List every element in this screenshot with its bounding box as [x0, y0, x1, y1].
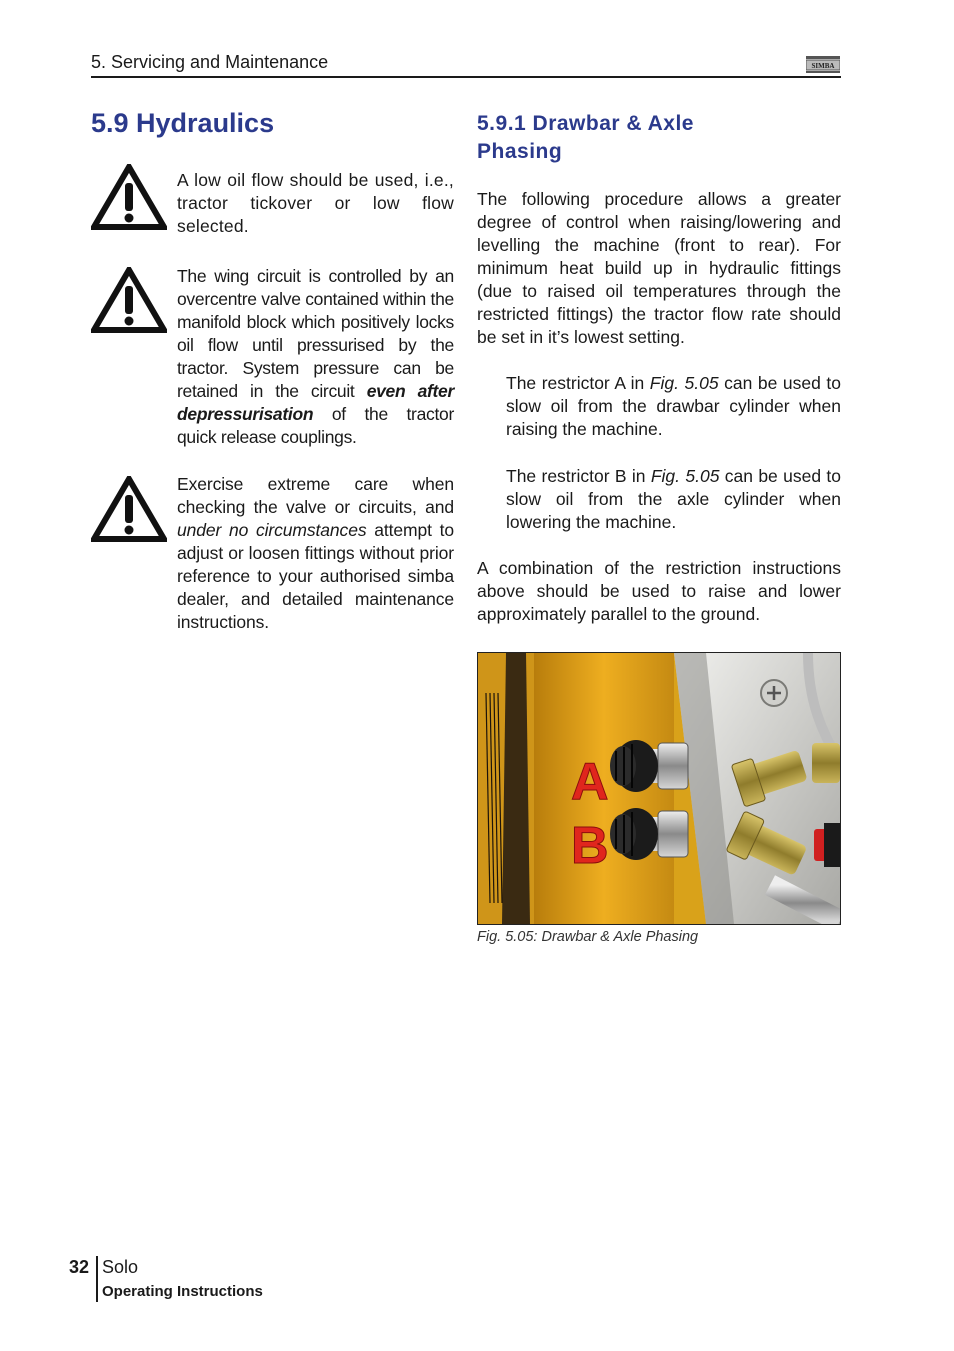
warning-text-3-before: Exercise extreme care when checking the valve or circuits, and: [177, 474, 454, 517]
warning-text-2: [177, 265, 454, 449]
footer-product-name: Solo: [102, 1257, 139, 1277]
subsection-heading: 5.9.1 Drawbar & Axle Phasing: [477, 112, 694, 163]
warning-text-3-emphasis: under no circumstances: [177, 520, 367, 540]
page-number: 32: [69, 1257, 90, 1277]
warning-text-1: A low oil flow should be used, i.e., tractor tickover or low flow selected.: [177, 170, 454, 236]
figure-caption: Fig. 5.05: Drawbar & Axle Phasing: [477, 929, 699, 945]
restrictor-b-before: The restrictor B in: [506, 466, 651, 486]
restrictor-b-paragraph: [506, 465, 841, 534]
warning-text-3-after: attempt to adjust or loosen fittings without prior reference to your authorised simba dealer, and detailed maintenance instructions.: [177, 520, 454, 632]
warning-text-2-before: The wing circuit is controlled by an overcentre valve contained within the manifold block which positively locks oil flow until pressurised by the tractor. System pressure can be retained in the circuit: [177, 266, 454, 401]
restrictor-b: [610, 808, 688, 860]
restrictor-b-ref: Fig. 5.05: [650, 466, 720, 486]
figure-label-b: B: [571, 817, 609, 875]
warning-text-2-after: of the tractor quick release couplings.: [177, 404, 454, 447]
restrictor-a-after: can be used to slow oil from the drawbar cylinder when raising the machine.: [506, 373, 841, 439]
hydraulic-manifold-illustration: [478, 653, 840, 924]
warning-triangle-icon: [91, 164, 167, 230]
intro-paragraph: The following procedure allows a greater degree of control when raising/lowering and levelling the machine (front to rear). For minimum heat build up in hydraulic fittings (due to raised oil temperatures through the restricted fittings) the tractor flow rate should be set in it’s lowest setting.: [477, 189, 841, 347]
restrictor-a-before: The restrictor A in: [506, 373, 650, 393]
restrictor-a-ref: Fig. 5.05: [649, 373, 719, 393]
conclusion-paragraph: A combination of the restriction instructions above should be used to raise and lower approximately parallel to the ground.: [477, 558, 841, 624]
footer-doc-type: Operating Instructions: [102, 1283, 263, 1300]
warning-triangle-icon: [91, 476, 167, 542]
warning-triangle-icon: [91, 267, 167, 333]
section-heading: 5.9 Hydraulics: [91, 108, 275, 138]
warning-text-2-emphasis: even after depressurisation: [177, 381, 455, 424]
header-section-title: 5. Servicing and Maintenance: [91, 52, 329, 72]
header-rule: [91, 76, 841, 78]
restrictor-b-after: can be used to slow oil from the axle cylinder when lowering the machine.: [506, 466, 841, 532]
figure-photo: [477, 652, 841, 925]
simba-logo: [806, 56, 840, 73]
restrictor-a-paragraph: [506, 372, 841, 441]
restrictor-a: [610, 740, 688, 792]
logo-text: SIMBA: [811, 62, 835, 70]
warning-text-3: [177, 473, 454, 634]
figure-label-a: A: [571, 753, 609, 811]
footer-divider: [96, 1256, 98, 1302]
